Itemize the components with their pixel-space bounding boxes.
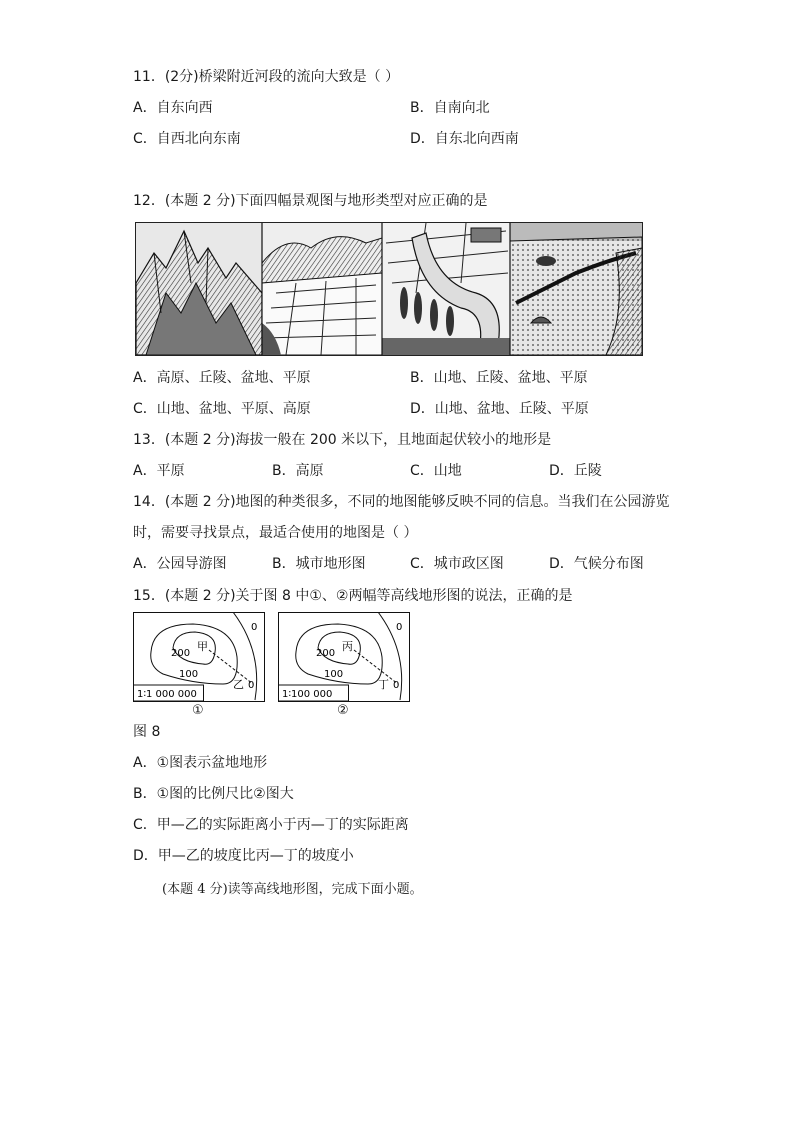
q15-option-d[interactable]: D．甲—乙的坡度比丙—丁的坡度小 xyxy=(133,848,354,864)
contour-map-1 xyxy=(133,612,265,706)
q11-option-c[interactable]: C．自西北向东南 xyxy=(133,131,241,147)
q13-option-b[interactable]: B．高原 xyxy=(272,463,324,479)
map2-label: ② xyxy=(337,703,349,718)
q11-stem: 11．(2分)桥梁附近河段的流向大致是（ ） xyxy=(133,69,400,85)
q13-option-c[interactable]: C．山地 xyxy=(410,463,462,479)
panel-plateau xyxy=(510,223,642,355)
q15-option-a[interactable]: A．①图表示盆地地形 xyxy=(133,755,268,771)
panel-hills xyxy=(262,223,382,355)
map1-contour-0-bottom: 0 xyxy=(248,680,255,691)
q15-option-b[interactable]: B．①图的比例尺比②图大 xyxy=(133,786,294,802)
q13-option-d[interactable]: D．丘陵 xyxy=(549,463,602,479)
contour-map-2 xyxy=(278,612,410,706)
q15-stem: 15．(本题 2 分)关于图 8 中①、②两幅等高线地形图的说法，正确的是 xyxy=(133,588,573,604)
q13-option-a[interactable]: A．平原 xyxy=(133,463,185,479)
q12-stem: 12．(本题 2 分)下面四幅景观图与地形类型对应正确的是 xyxy=(133,193,488,209)
q16-intro: (本题 4 分)读等高线地形图，完成下面小题。 xyxy=(162,882,423,897)
map2-scale: 1∶100 000 xyxy=(282,689,333,700)
q12-option-d[interactable]: D．山地、盆地、丘陵、平原 xyxy=(410,401,589,417)
map1-scale: 1∶1 000 000 xyxy=(137,689,197,700)
q11-option-d[interactable]: D．自东北向西南 xyxy=(410,131,519,147)
q14-option-c[interactable]: C．城市政区图 xyxy=(410,556,504,572)
map2-point-bing: 丙 xyxy=(342,640,353,653)
q14-option-d[interactable]: D．气候分布图 xyxy=(549,556,644,572)
map2-contour-0-bottom: 0 xyxy=(393,680,400,691)
map2-contour-0-top: 0 xyxy=(396,622,403,633)
q12-option-b[interactable]: B．山地、丘陵、盆地、平原 xyxy=(410,370,588,386)
figure-caption: 图 8 xyxy=(133,724,161,740)
q14-stem-line1: 14．(本题 2 分)地图的种类很多，不同的地图能够反映不同的信息。当我们在公园游览 xyxy=(133,494,670,510)
map1-label: ① xyxy=(192,703,204,718)
map1-contour-200: 200 xyxy=(171,648,191,659)
q14-option-a[interactable]: A．公园导游图 xyxy=(133,556,227,572)
map1-point-yi: 乙 xyxy=(233,678,244,691)
map1-point-jia: 甲 xyxy=(197,640,208,653)
q11-option-b[interactable]: B．自南向北 xyxy=(410,100,490,116)
q14-stem-line2: 时，需要寻找景点，最适合使用的地图是（ ） xyxy=(133,525,418,541)
panel-plain xyxy=(382,223,510,355)
map1-contour-100: 100 xyxy=(179,669,199,680)
q11-option-a[interactable]: A．自东向西 xyxy=(133,100,213,116)
panel-mountains xyxy=(136,223,262,355)
map2-contour-100: 100 xyxy=(324,669,344,680)
map2-point-ding: 丁 xyxy=(378,678,389,691)
landscape-illustration xyxy=(135,222,643,356)
q14-option-b[interactable]: B．城市地形图 xyxy=(272,556,366,572)
q13-stem: 13．(本题 2 分)海拔一般在 200 米以下，且地面起伏较小的地形是 xyxy=(133,432,552,448)
q15-option-c[interactable]: C．甲—乙的实际距离小于丙—丁的实际距离 xyxy=(133,817,409,833)
map2-contour-200: 200 xyxy=(316,648,336,659)
map1-contour-0-top: 0 xyxy=(251,622,258,633)
q12-option-a[interactable]: A．高原、丘陵、盆地、平原 xyxy=(133,370,311,386)
q12-option-c[interactable]: C．山地、盆地、平原、高原 xyxy=(133,401,311,417)
